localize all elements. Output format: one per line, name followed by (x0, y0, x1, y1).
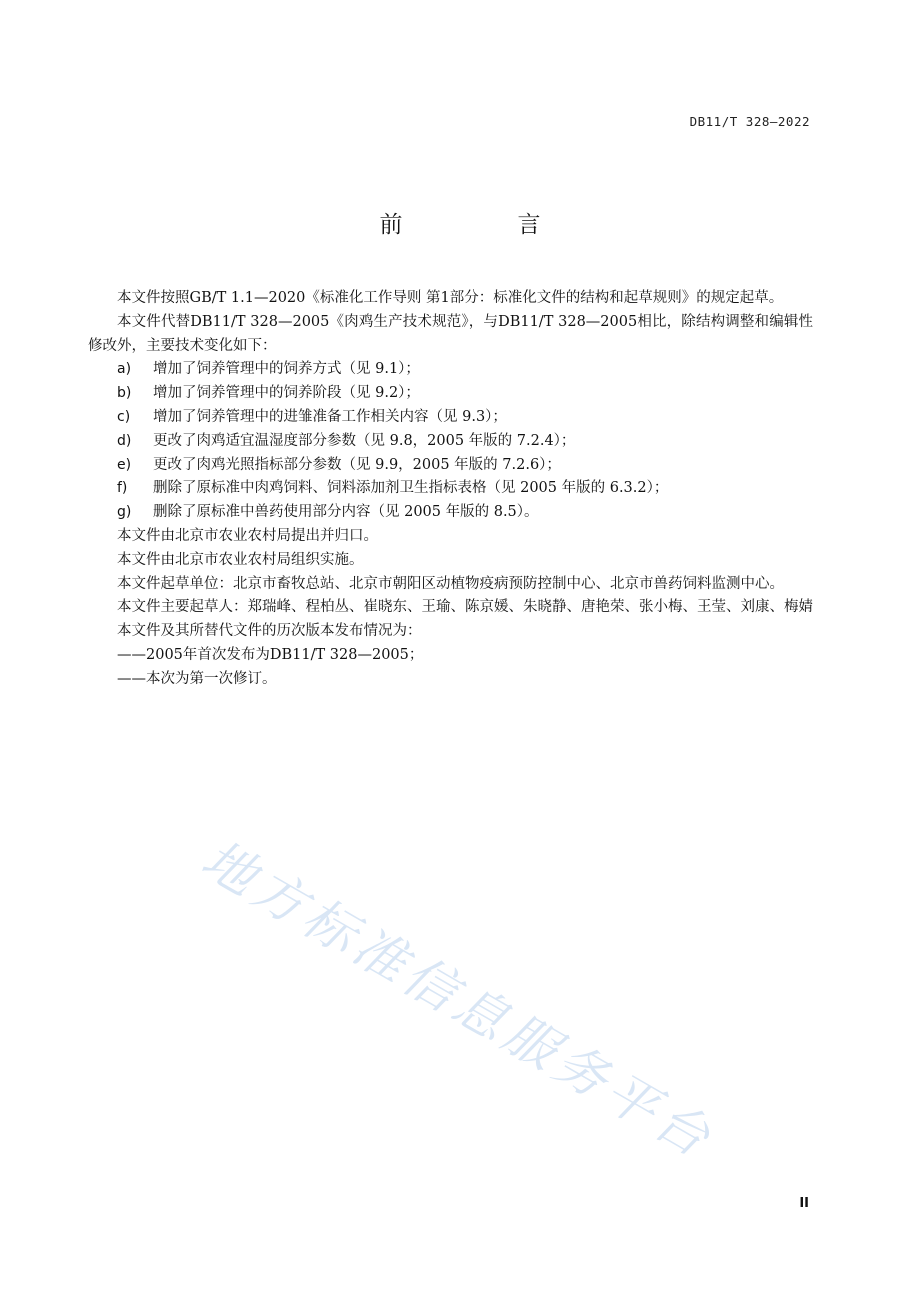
list-item (88, 454, 813, 478)
list-item-label: c) (117, 408, 131, 425)
paragraph-history-intro: 本文件及其所替代文件的历次版本发布情况为： (117, 623, 422, 640)
list-item-text: 删除了原标准中肉鸡饲料、饲料添加剂卫生指标表格（见 2005 年版的 6.3.2）； (153, 480, 669, 497)
list-item-label: a) (117, 361, 132, 378)
history-item: ——本次为第一次修订。 (117, 670, 277, 687)
document-code: DB11/T 328—2022 (689, 114, 810, 129)
list-item (88, 358, 813, 382)
foreword-body (88, 287, 813, 692)
paragraph-drafting-basis: 本文件按照GB/T 1.1—2020《标准化工作导则 第1部分：标准化文件的结构和起草规则》的规定起草。 (117, 290, 784, 306)
list-item-text: 增加了饲养管理中的饲养方式（见 9.1）； (153, 361, 420, 378)
list-item (88, 406, 813, 430)
watermark: 地方标准信息服务平台 (191, 829, 724, 1172)
paragraph-drafters: 本文件主要起草人：郑瑞峰、程柏丛、崔晓东、王瑜、陈京媛、朱晓静、唐艳荣、张小梅、王莹、刘康、梅婧 (117, 599, 813, 616)
list-item-text: 更改了肉鸡适宜温湿度部分参数（见 9.8，2005 年版的 7.2.4）； (153, 432, 576, 449)
list-item-label: b) (117, 385, 132, 402)
list-item-label: e) (117, 456, 132, 473)
list-item (88, 382, 813, 406)
changes-list (88, 358, 813, 525)
page-title: 前 言 (379, 212, 587, 238)
paragraph-replacement: 本文件代替DB11/T 328—2005《肉鸡生产技术规范》，与DB11/T 328—2005相比，除结构调整和编辑性修改外，主要技术变化如下： (88, 313, 813, 354)
list-item-text: 增加了饲养管理中的进雏准备工作相关内容（见 9.3）； (153, 408, 507, 425)
history-item: ——2005年首次发布为DB11/T 328—2005； (117, 646, 424, 663)
list-item-label: f) (117, 480, 128, 497)
history-list (88, 644, 813, 692)
list-item (88, 501, 813, 525)
list-item-label: g) (117, 504, 132, 521)
list-item (88, 477, 813, 501)
list-item-text: 增加了饲养管理中的饲养阶段（见 9.2）； (153, 385, 420, 402)
page-number: II (799, 1196, 809, 1211)
list-item-text: 更改了肉鸡光照指标部分参数（见 9.9，2005 年版的 7.2.6）； (153, 456, 561, 473)
paragraph-proposer: 本文件由北京市农业农村局提出并归口。 (117, 527, 378, 544)
paragraph-drafting-units: 本文件起草单位：北京市畜牧总站、北京市朝阳区动植物疫病预防控制中心、北京市兽药饲料监测中心。 (117, 575, 784, 592)
list-item-label: d) (117, 432, 132, 449)
list-item (88, 430, 813, 454)
paragraph-implementer: 本文件由北京市农业农村局组织实施。 (117, 551, 364, 568)
list-item-text: 删除了原标准中兽药使用部分内容（见 2005 年版的 8.5）。 (153, 504, 539, 521)
